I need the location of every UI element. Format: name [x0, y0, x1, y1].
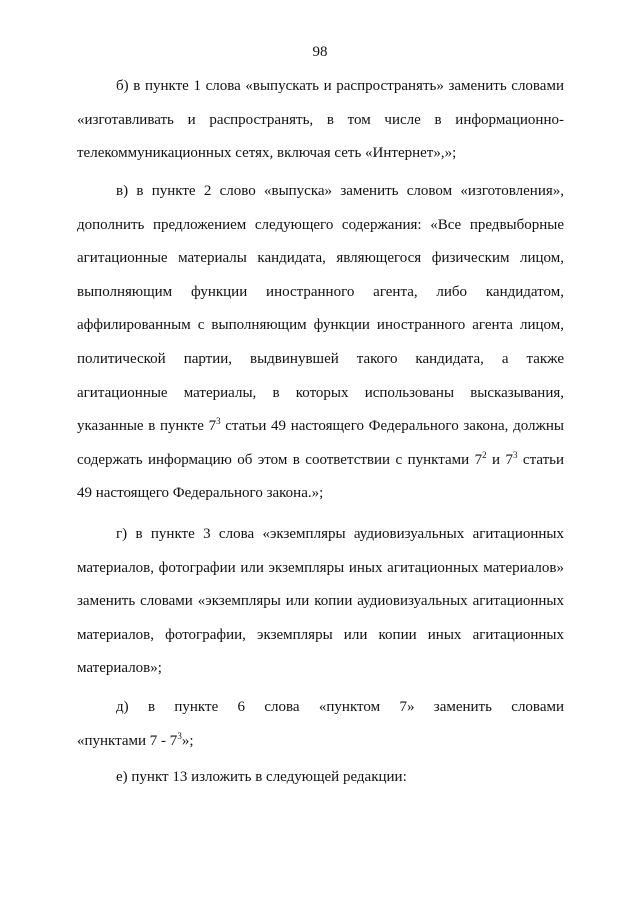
text-segment: статьи 49 настоящего Федерального закона, должны	[220, 418, 564, 435]
page-number: 98	[312, 44, 328, 60]
paragraph-b	[77, 70, 564, 171]
paragraph-line	[77, 444, 564, 478]
paragraph-line: дополнить предложением следующего содержания: «Все предвыборные	[77, 216, 564, 233]
paragraph-line: материалов, фотографии, экземпляры или копии иных агитационных	[77, 626, 564, 643]
superscript: 3	[512, 449, 518, 460]
paragraph-d	[77, 691, 564, 758]
text-segment: статьи	[517, 451, 565, 468]
paragraph-line: е) пункт 13 изложить в следующей редакции:	[116, 769, 407, 785]
paragraph-v	[77, 175, 564, 511]
text-segment: »;	[181, 732, 194, 749]
superscript: 3	[177, 730, 182, 741]
superscript: 2	[482, 449, 487, 460]
paragraph-line: «изготавливать и распространять, в том числе в информационно-	[77, 111, 564, 128]
paragraph-line: телекоммуникационных сетях, включая сеть «Интернет»,»;	[77, 145, 457, 162]
text-segment: содержать информацию об этом в соответствии с пунктами 7	[77, 451, 483, 468]
paragraph-line: д) в пункте 6 слова «пунктом 7» заменить словами	[116, 699, 564, 715]
superscript: 3	[216, 416, 221, 427]
text-segment: «пунктами 7 - 7	[77, 732, 178, 749]
paragraph-line: аффилированным с выполняющим функции иностранного агента лицом,	[77, 317, 564, 334]
text-segment: указанные в пункте 7	[77, 418, 217, 435]
paragraph-line: выполняющим функции иностранного агента, либо кандидатом,	[77, 283, 564, 300]
paragraph-line: в) в пункте 2 слово «выпуска» заменить словом «изготовления»,	[116, 183, 564, 199]
paragraph-line: г) в пункте 3 слова «экземпляры аудиовизуальных агитационных	[116, 526, 564, 542]
paragraph-line: 49 настоящего Федерального закона.»;	[77, 485, 324, 502]
paragraph-g	[77, 518, 564, 686]
paragraph-line: заменить словами «экземпляры или копии аудиовизуальных агитационных	[77, 593, 564, 610]
paragraph-line: агитационные материалы, в которых использованы высказывания,	[77, 384, 564, 401]
paragraph-line: политической партии, выдвинувшей такого кандидата, а также	[77, 350, 564, 367]
paragraph-line: б) в пункте 1 слова «выпускать и распространять» заменить словами	[116, 78, 564, 94]
paragraph-line	[77, 725, 564, 759]
text-segment: и 7	[486, 451, 513, 468]
paragraph-line: материалов»;	[77, 660, 162, 677]
paragraph-e	[77, 761, 564, 795]
paragraph-line: материалов, фотографии или экземпляры иных агитационных материалов»	[77, 559, 564, 576]
paragraph-line	[77, 410, 564, 444]
paragraph-line: агитационные материалы кандидата, являющегося физическим лицом,	[77, 250, 564, 267]
